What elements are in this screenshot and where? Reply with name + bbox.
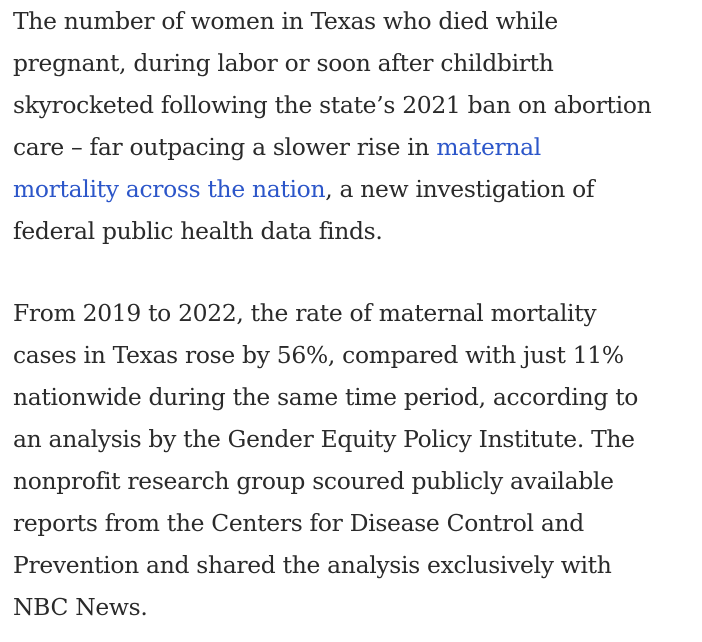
paragraph-line: federal public health data finds. [13, 217, 383, 245]
paragraph-2 [13, 292, 638, 628]
paragraph-line: cases in Texas rose by 56%, compared with just 11% [13, 341, 624, 369]
paragraph-1 [13, 0, 651, 252]
paragraph-line-with-link [13, 168, 651, 210]
paragraph-line: The number of women in Texas who died while [13, 7, 558, 35]
paragraph-line: nonprofit research group scoured publicly available [13, 467, 614, 495]
paragraph-line-with-link [13, 126, 651, 168]
paragraph-line: skyrocketed following the state’s 2021 ban on abortion [13, 91, 652, 119]
paragraph-text: , a new investigation of [325, 175, 595, 203]
maternal-mortality-link-continued[interactable]: mortality across the nation [13, 175, 326, 203]
paragraph-line: Prevention and shared the analysis exclusively with [13, 551, 612, 579]
paragraph-line: From 2019 to 2022, the rate of maternal mortality [13, 299, 597, 327]
paragraph-line: an analysis by the Gender Equity Policy Institute. The [13, 425, 635, 453]
paragraph-line: pregnant, during labor or soon after childbirth [13, 49, 554, 77]
paragraph-line: nationwide during the same time period, according to [13, 383, 639, 411]
paragraph-text: care – far outpacing a slower rise in [13, 133, 437, 161]
paragraph-line: NBC News. [13, 593, 148, 621]
maternal-mortality-link[interactable]: maternal [436, 133, 541, 161]
paragraph-line: reports from the Centers for Disease Control and [13, 509, 584, 537]
